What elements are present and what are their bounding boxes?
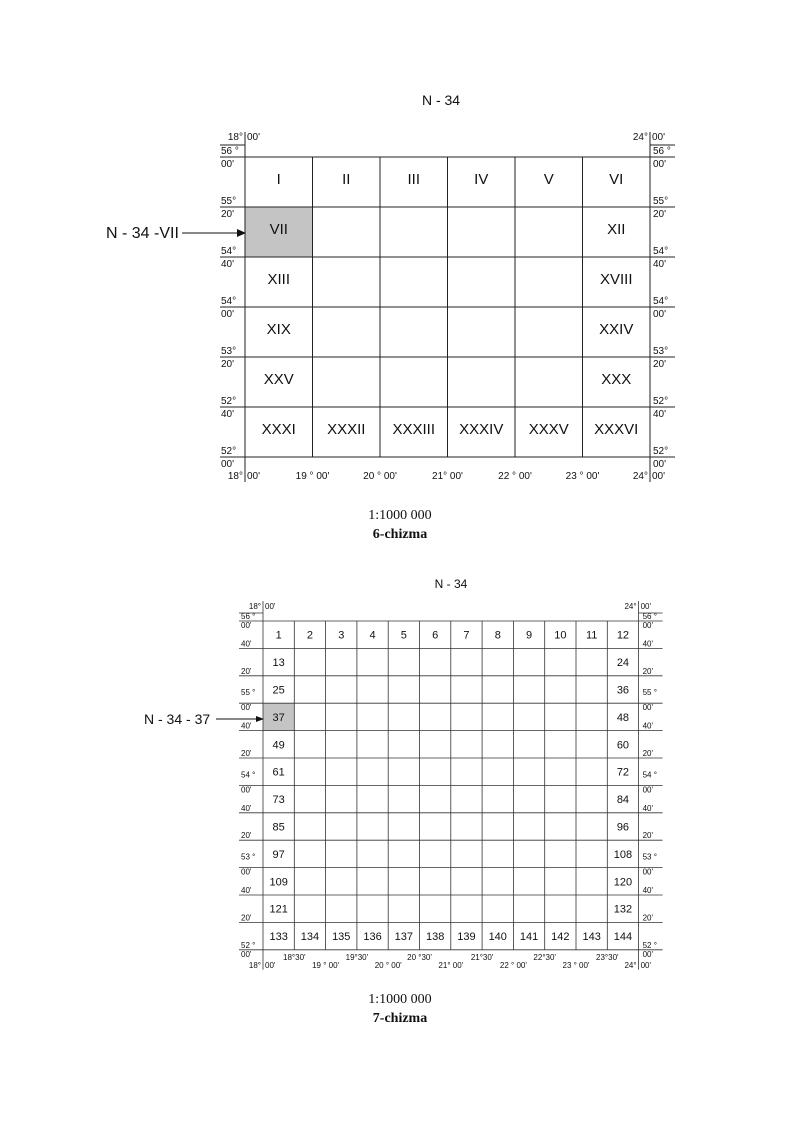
- fig7-lat-left: 40': [241, 721, 252, 731]
- fig6-lat-right-deg: 52°: [653, 396, 669, 407]
- fig6-lat-right-deg: 55°: [653, 196, 669, 207]
- fig7-lat-left: 00': [241, 621, 252, 630]
- fig7-cell-label: 133: [269, 931, 288, 944]
- fig6-lat-right-min: 40': [653, 409, 667, 420]
- fig7-cell-label: 24: [616, 657, 630, 670]
- fig7-lon-top: 24°: [624, 602, 637, 611]
- fig6-cell-label: III: [407, 171, 421, 188]
- fig7-lat-left: 00': [241, 949, 252, 959]
- fig6-cell-label: XVIII: [599, 271, 633, 288]
- fig7-cell-label: 120: [613, 876, 633, 889]
- fig7-lat-left: 20': [241, 666, 252, 676]
- fig6-cell-label: XXXV: [528, 421, 569, 438]
- fig6-lon-bottom: 19 ° 00': [295, 471, 330, 482]
- fig7-lon-bottom: 22 ° 00': [499, 960, 527, 970]
- fig7-lon-bottom: 22°30': [533, 952, 556, 962]
- fig6-scale: 1:1000 000: [368, 508, 432, 523]
- fig7-lon-bottom: 19°30': [345, 952, 369, 962]
- fig7-cell-label: 96: [616, 821, 630, 834]
- fig6-lat-left-deg: 54°: [221, 296, 237, 307]
- fig7-lat-right: 20': [642, 749, 654, 758]
- fig6-lat-right-deg: 52°: [653, 446, 669, 457]
- fig7-lon-bottom: 23 ° 00': [562, 960, 590, 970]
- fig7-cell-label: 139: [457, 931, 476, 944]
- fig6-lat-left-deg: 54°: [221, 246, 237, 257]
- fig7-cell-label: 9: [525, 629, 533, 642]
- fig6-lon-bottom: 24°: [632, 471, 648, 482]
- fig6-lat-left-deg: 56 °: [221, 146, 239, 157]
- fig7-lon-top: 18°: [248, 602, 261, 611]
- fig7-lat-left: 55 °: [241, 688, 256, 698]
- fig6-cell-label: IV: [474, 171, 489, 188]
- fig7-scale: 1:1000 000: [368, 992, 432, 1007]
- fig7-lon-bottom: 18°: [248, 960, 261, 970]
- fig7-cell-label: 4: [369, 629, 376, 642]
- fig7-lon-bottom: 18°30': [283, 952, 306, 962]
- fig7-lat-right: 20': [642, 831, 654, 841]
- fig7-cell-label: 97: [272, 848, 285, 861]
- fig7-pointer-label: N - 34 - 37: [144, 711, 211, 727]
- fig6-pointer-label: N - 34 -VII: [106, 225, 179, 242]
- fig7-cell-label: 142: [551, 931, 570, 944]
- fig7-cell-label: 132: [613, 903, 633, 916]
- fig7-lat-right: 20': [642, 666, 654, 676]
- fig6-cell-label: V: [543, 171, 554, 188]
- fig7-cell-label: 36: [616, 684, 630, 697]
- fig6-lat-left-min: 00': [221, 459, 235, 470]
- fig7-cell-label: 144: [613, 931, 633, 944]
- figure-7-map-sheet-grid: [0, 575, 800, 975]
- fig6-lon-bottom: 22 ° 00': [498, 471, 532, 482]
- fig6-lon-bottom: 21° 00': [432, 471, 463, 482]
- fig7-cell-label: 84: [616, 794, 630, 807]
- fig6-lon-bottom: 18°: [227, 471, 243, 482]
- fig6-cell-label: II: [342, 171, 351, 188]
- fig7-cell-label: 136: [363, 931, 382, 944]
- fig6-lon-top: 18°: [227, 132, 243, 143]
- fig7-caption-block: [0, 990, 800, 1028]
- fig6-cell-label: XXXII: [327, 421, 366, 438]
- fig6-lat-right-min: 00': [653, 459, 667, 470]
- fig7-cell-label: 60: [616, 739, 630, 752]
- fig7-lat-right: 40': [642, 639, 654, 649]
- fig7-lat-right: 40': [642, 886, 654, 895]
- fig7-cell-label: 134: [300, 931, 320, 944]
- fig7-cell-label: 135: [332, 931, 351, 944]
- fig7-cell-label: 6: [432, 629, 439, 642]
- fig7-lat-left: 40': [241, 803, 252, 813]
- fig6-lat-left-min: 40': [221, 259, 235, 270]
- fig7-lat-left: 00': [241, 703, 252, 713]
- fig7-lat-right: 40': [642, 721, 654, 731]
- fig7-lat-right: 00': [642, 621, 654, 630]
- fig7-lat-right: 40': [642, 803, 654, 813]
- fig7-cell-label: 49: [272, 739, 285, 752]
- fig7-cell-label: 25: [272, 684, 285, 697]
- fig6-cell-label: XXXIV: [459, 421, 504, 438]
- fig6-cell-label: XXIV: [599, 321, 634, 338]
- fig7-lat-right: 54 °: [642, 770, 657, 780]
- fig7-lat-right: 00': [642, 867, 654, 877]
- fig7-cell-label: 121: [269, 903, 288, 916]
- fig7-cell-label: 37: [272, 711, 285, 724]
- fig7-cell-label: 140: [488, 931, 507, 944]
- fig6-lat-right-min: 00': [653, 159, 667, 170]
- fig7-cell-label: 143: [582, 931, 601, 944]
- fig6-cell-label: XXXI: [261, 421, 296, 438]
- fig7-lon-bottom: 21° 00': [438, 960, 464, 970]
- fig7-cell-label: 10: [554, 629, 567, 642]
- fig7-cell-label: 1: [275, 629, 282, 642]
- fig7-cell-label: 85: [272, 821, 285, 834]
- fig6-lon-bottom: 00': [652, 471, 666, 482]
- fig7-cell-label: 8: [494, 629, 501, 642]
- fig7-lat-left: 40': [241, 639, 252, 649]
- fig6-caption-block: [0, 506, 800, 544]
- fig6-lat-left-min: 20': [221, 209, 235, 220]
- fig7-lat-right: 00': [642, 949, 654, 959]
- fig7-cell-label: 5: [400, 629, 407, 642]
- fig6-lat-left-deg: 55°: [221, 196, 237, 207]
- fig7-lon-bottom: 00': [265, 960, 276, 970]
- fig7-cell-label: 13: [272, 657, 285, 670]
- fig7-lon-bottom: 20 °30': [407, 952, 432, 962]
- fig6-lat-right-deg: 54°: [653, 246, 669, 257]
- fig7-lat-right: 56 °: [642, 612, 657, 621]
- fig7-lon-bottom: 19 ° 00': [312, 960, 340, 970]
- fig6-lat-right-min: 20': [653, 359, 667, 370]
- fig7-lat-right: 52 °: [642, 940, 657, 950]
- fig6-pointer: [106, 225, 246, 242]
- fig7-cell-label: 73: [272, 794, 285, 807]
- fig7-lat-right: 53 °: [642, 852, 657, 862]
- fig6-cell-label: XIX: [266, 321, 291, 338]
- fig6-lon-top: 00': [247, 132, 261, 143]
- fig7-lat-left: 00': [241, 867, 252, 877]
- fig7-cell-label: 7: [463, 629, 470, 642]
- fig7-cell-label: 137: [394, 931, 414, 944]
- fig7-cell-label: 72: [616, 766, 630, 779]
- fig6-lon-bottom: 20 ° 00': [363, 471, 397, 482]
- fig6-cell-label: I: [276, 171, 281, 188]
- fig7-cell-label: 48: [616, 711, 630, 724]
- fig7-lat-right: 00': [642, 785, 654, 795]
- fig7-lon-bottom: 20 ° 00': [374, 960, 402, 970]
- fig7-lat-left: 20': [241, 831, 252, 841]
- fig7-sheet-title: N - 34: [434, 577, 468, 591]
- fig6-lat-left-min: 40': [221, 409, 235, 420]
- fig7-cell-label: 3: [338, 629, 345, 642]
- fig7-lon-bottom: 24°: [624, 960, 637, 970]
- fig6-lon-bottom: 23 ° 00': [565, 471, 600, 482]
- fig7-cell-label: 61: [272, 766, 285, 779]
- fig6-cell-label: XIII: [267, 271, 291, 288]
- fig6-lat-left-min: 20': [221, 359, 235, 370]
- fig6-lon-top: 00': [652, 132, 666, 143]
- fig6-lat-right-deg: 53°: [653, 346, 669, 357]
- fig7-lon-bottom: 21°30': [470, 952, 494, 962]
- fig6-sheet-title: N - 34: [421, 92, 461, 108]
- fig6-caption: 6-chizma: [372, 527, 428, 542]
- fig6-lat-left-deg: 53°: [221, 346, 237, 357]
- fig6-lat-right-deg: 54°: [653, 296, 669, 307]
- fig7-lon-bottom: 23°30': [596, 952, 619, 962]
- fig7-lat-left: 53 °: [241, 852, 256, 862]
- fig7-cell-label: 138: [425, 931, 445, 944]
- fig6-cell-label: VII: [269, 221, 288, 238]
- fig7-lon-top: 00': [640, 602, 652, 611]
- fig7-lat-right: 20': [642, 913, 654, 923]
- fig7-cell-label: 2: [306, 629, 314, 642]
- fig6-lat-right-min: 40': [653, 259, 667, 270]
- fig6-cell-label: XXXVI: [594, 421, 639, 438]
- fig7-lat-left: 40': [241, 886, 252, 895]
- fig6-lat-left-min: 00': [221, 159, 235, 170]
- fig6-cell-label: XII: [607, 221, 626, 238]
- fig6-cell-label: XXV: [263, 371, 294, 388]
- fig6-cell-label: XXX: [601, 371, 632, 388]
- fig6-cell-label: VI: [609, 171, 624, 188]
- fig7-caption: 7-chizma: [372, 1011, 428, 1026]
- fig6-lat-left-min: 00': [221, 309, 235, 320]
- fig6-lon-top: 24°: [632, 132, 648, 143]
- fig7-lat-left: 00': [241, 785, 252, 795]
- fig7-lat-left: 20': [241, 749, 252, 758]
- fig6-lat-left-deg: 52°: [221, 446, 237, 457]
- fig6-cell-label: XXXIII: [392, 421, 436, 438]
- fig7-lon-bottom: 00': [640, 960, 652, 970]
- fig7-cell-label: 12: [616, 629, 630, 642]
- fig7-cell-label: 109: [269, 876, 288, 889]
- fig7-cell-label: 141: [519, 931, 539, 944]
- fig7-lat-right: 00': [642, 703, 654, 713]
- fig7-cell-label: 108: [613, 848, 633, 861]
- fig6-lon-bottom: 00': [247, 471, 261, 482]
- fig6-lat-right-min: 00': [653, 309, 667, 320]
- fig6-lat-right-min: 20': [653, 209, 667, 220]
- fig7-lat-left: 20': [241, 913, 252, 923]
- fig7-lat-left: 56 °: [241, 612, 256, 621]
- fig6-lat-left-deg: 52°: [221, 396, 237, 407]
- fig7-lat-left: 52 °: [241, 940, 256, 950]
- fig7-lon-top: 00': [265, 602, 276, 611]
- fig7-cell-label: 11: [585, 629, 598, 642]
- fig7-lat-right: 55 °: [642, 688, 657, 698]
- fig6-lat-right-deg: 56 °: [653, 146, 671, 157]
- fig7-lat-left: 54 °: [241, 770, 256, 780]
